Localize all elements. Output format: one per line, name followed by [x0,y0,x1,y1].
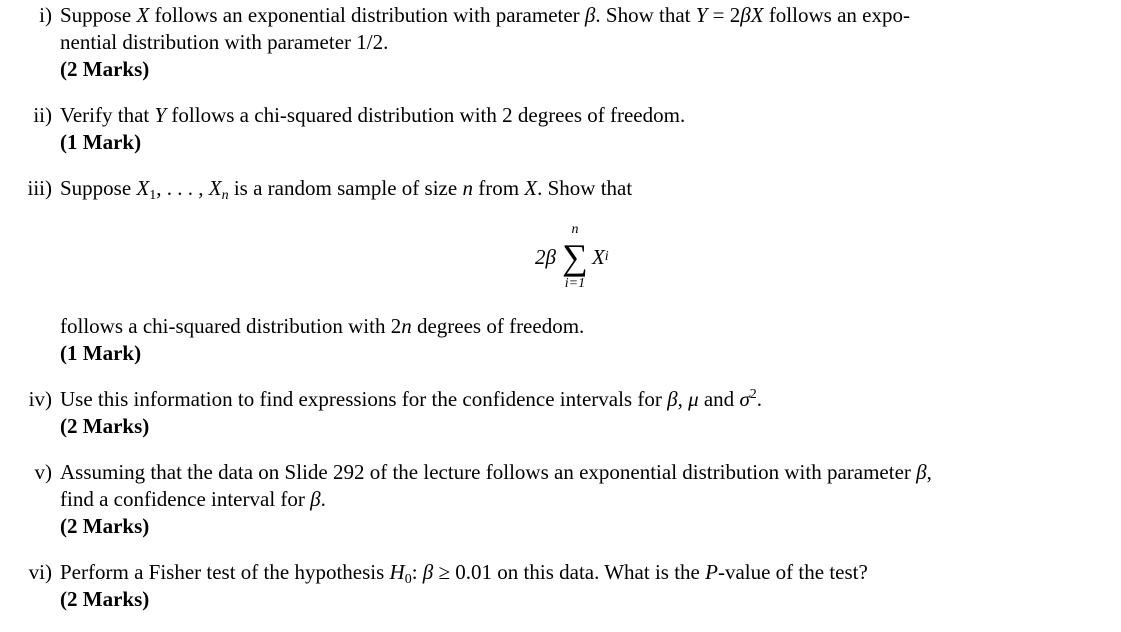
question-body [60,559,1121,613]
text-segment: . [320,487,326,511]
text-segment: follows a chi-squared distribution with 2 [60,314,402,338]
math-variable: β [667,387,678,411]
math-variable: Y [695,3,708,27]
text-segment: follows a chi-squared distribution with 2 degrees of freedom. [166,103,686,127]
sum-lower-limit: i=1 [564,276,586,291]
text-segment: Suppose [60,176,137,200]
math-variable: β [584,3,596,27]
marks-label: (1 Mark) [60,130,142,154]
math-variable: n [462,176,473,200]
question-body [60,175,1121,367]
question-item [0,102,1121,156]
math-variable: β [310,487,321,511]
text-segment: . Show that [537,176,633,200]
math-variable: βX [740,3,764,27]
math-variable: Y [154,103,167,127]
math-variable: P [705,560,718,584]
question-item [0,459,1121,540]
question-label: iii) [27,176,52,200]
math-variable: σ [739,387,750,411]
text-segment: : [411,560,423,584]
text-segment: Assuming that the data on Slide 292 of the lecture follows an exponential distribution with parameter [60,460,917,484]
text-segment: is a random sample of size [228,176,463,200]
question-body [60,102,1121,156]
sum-symbol: ∑ [562,237,588,277]
question-item [0,559,1121,613]
summation-formula [60,202,1121,313]
subscript: 1 [149,188,157,203]
text-segment: and [698,387,740,411]
text-segment: -value of the test? [717,560,868,584]
marks-label: (1 Mark) [60,341,142,365]
math-variable: X [208,176,222,200]
text-segment: , [926,460,932,484]
text-segment: nential distribution with parameter 1/2. [60,30,389,54]
question-item [0,2,1121,83]
superscript: 2 [749,387,757,402]
text-segment: follows an exponential distribution with parameter [149,3,585,27]
text-line [60,102,1121,129]
question-item [0,175,1121,367]
question-label: ii) [33,103,52,127]
question-label: i) [39,3,52,27]
formula-coefficient: 2β [535,244,556,269]
text-line [60,486,1121,513]
text-line [60,386,1121,413]
text-line [60,2,1121,29]
subscript: 0 [404,572,412,587]
question-body [60,459,1121,540]
sum-upper-limit: n [571,222,579,237]
text-segment: Use this information to find expressions for the confidence intervals for [60,387,668,411]
text-line [60,175,1121,202]
math-variable: β [422,560,434,584]
question-item [0,386,1121,440]
text-segment: from [472,176,525,200]
marks-label: (2 Marks) [60,57,150,81]
marks-label: (2 Marks) [60,514,150,538]
text-segment: ≥ 0.01 on this data. What is the [433,560,706,584]
text-segment: . Show that [595,3,696,27]
text-line [60,313,1121,340]
text-segment: find a confidence interval for [60,487,311,511]
math-variable: n [401,314,412,338]
subscript: n [221,188,229,203]
text-segment: follows an expo- [763,3,910,27]
marks-label: (2 Marks) [60,414,150,438]
question-label: vi) [28,560,52,584]
math-variable: X [524,176,538,200]
question-body [60,386,1121,440]
text-segment: = 2 [707,3,741,27]
text-segment: Perform a Fisher test of the hypothesis [60,560,390,584]
marks-label: (2 Marks) [60,587,150,611]
question-body [60,2,1121,83]
math-variable: X [136,176,150,200]
math-variable: H [389,560,405,584]
text-line [60,459,1121,486]
formula-content: 2β n ∑ i=1 X i [535,222,609,291]
question-label: v) [34,460,52,484]
question-label: iv) [28,387,52,411]
math-variable: β [916,460,927,484]
text-line [60,29,1121,56]
math-variable: μ [688,387,699,411]
text-segment: Suppose [60,3,137,27]
formula-term: X [591,244,605,269]
question-list [0,2,1121,632]
text-segment: , [677,387,689,411]
math-variable: X [136,3,150,27]
text-segment: . [756,387,763,411]
text-segment: , . . . , [156,176,209,200]
text-segment: degrees of freedom. [411,314,585,338]
text-segment: Verify that [60,103,155,127]
text-line [60,559,1121,586]
summation [558,222,592,292]
